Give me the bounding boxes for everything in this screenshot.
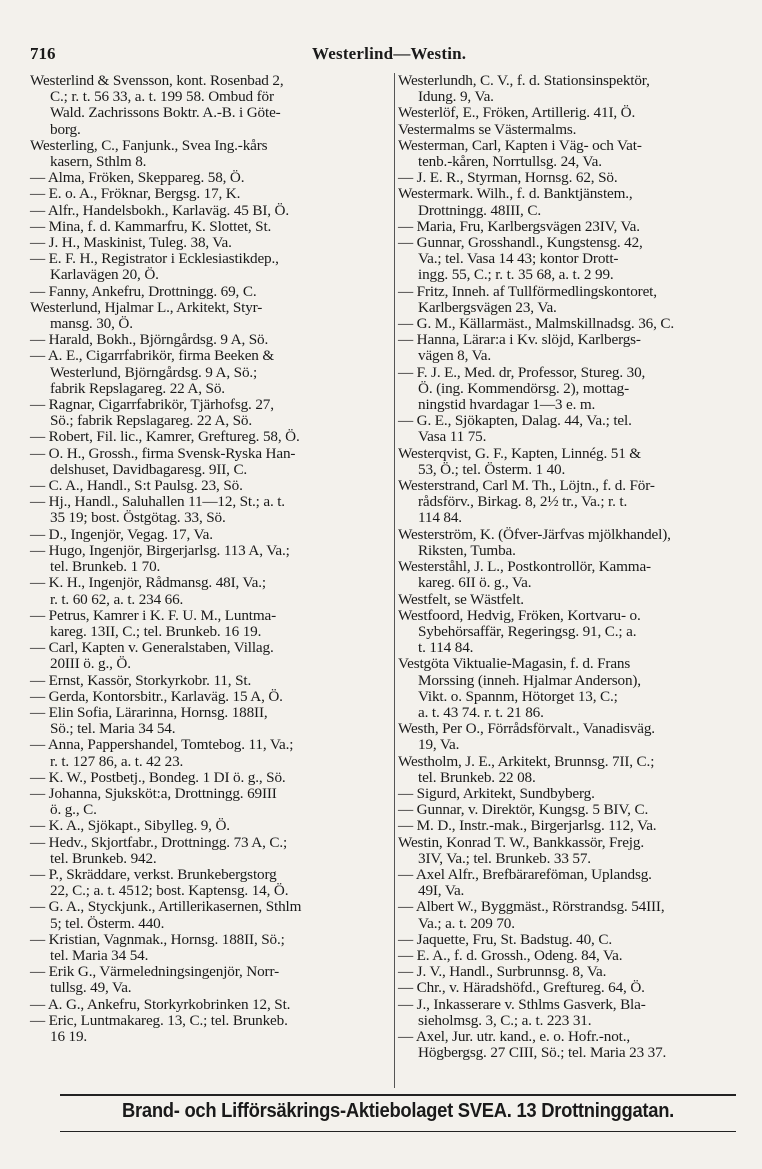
directory-entry [30, 203, 392, 219]
directory-entry [30, 494, 392, 526]
entry-continuation: C.; r. t. 56 33, a. t. 199 58. Ombud för [50, 88, 274, 106]
entry-line: — E. F. H., Registrator i Ecklesiastikdep., [30, 250, 279, 268]
entry-continuation: Ö. (ing. Kommendörsg. 2), mottag- [418, 379, 630, 397]
entry-line: — Hanna, Lärar:a i Kv. slöjd, Karlbergs- [398, 331, 641, 349]
directory-entry [398, 332, 743, 364]
entry-continuation: ö. g., C. [50, 801, 97, 819]
entry-continuation: Karlavägen 20, Ö. [50, 266, 159, 284]
directory-entry [398, 105, 743, 121]
entry-line: — Gunnar, Grosshandl., Kungstensg. 42, [398, 234, 643, 252]
directory-entry [30, 867, 392, 899]
entry-line: Westerlund, Hjalmar L., Arkitekt, Styr- [30, 298, 263, 316]
entry-line: — Mina, f. d. Kammarfru, K. Slottet, St. [30, 217, 272, 235]
entry-line: — M. D., Instr.-mak., Birgerjarlsg. 112, Va. [398, 817, 657, 835]
entry-continuation: kasern, Sthlm 8. [50, 153, 147, 171]
directory-entry [398, 446, 743, 478]
entry-continuation: 19, Va. [418, 736, 460, 754]
directory-entry [30, 737, 392, 769]
entry-line: Westerlind & Svensson, kont. Rosenbad 2, [30, 72, 284, 89]
directory-entry [398, 186, 743, 218]
directory-entry [30, 527, 392, 543]
entry-line: — Elin Sofia, Lärarinna, Hornsg. 188II, [30, 703, 268, 721]
directory-entry [30, 251, 392, 283]
entry-continuation: Vikt. o. Spannm, Hötorget 13, C.; [418, 687, 618, 705]
directory-entry [398, 867, 743, 899]
directory-entry [30, 397, 392, 429]
entry-continuation: Riksten, Tumba. [418, 541, 516, 559]
right-column [398, 73, 743, 1061]
entry-line: Westerstrand, Carl M. Th., Löjtn., f. d. För- [398, 477, 655, 495]
entry-line: — Hedv., Skjortfabr., Drottningg. 73 A, C.; [30, 833, 288, 851]
directory-entry [30, 835, 392, 867]
directory-entry [30, 786, 392, 818]
entry-line: — Kristian, Vagnmak., Hornsg. 188II, Sö.; [30, 930, 285, 948]
entry-continuation: Wald. Zachrissons Boktr. A.-B. i Göte- [50, 104, 281, 122]
page-header [30, 44, 730, 70]
entry-line: Westerman, Carl, Kapten i Väg- och Vat- [398, 136, 642, 154]
directory-entry [30, 770, 392, 786]
directory-entry [30, 332, 392, 348]
directory-entry [30, 170, 392, 186]
entry-line: — P., Skräddare, verkst. Brunkebergstorg [30, 865, 277, 883]
entry-continuation: t. 114 84. [418, 639, 474, 657]
directory-entry [398, 73, 743, 105]
entry-line: — G. M., Källarmäst., Malmskillnadsg. 36, C. [398, 315, 675, 333]
directory-entry [30, 575, 392, 607]
entry-line: — Hugo, Ingenjör, Birgerjarlsg. 113 A, Va.; [30, 541, 290, 559]
directory-entry [30, 899, 392, 931]
directory-entry [398, 948, 743, 964]
entry-line: — G. E., Sjökapten, Dalag. 44, Va.; tel. [398, 412, 632, 430]
directory-entry [398, 997, 743, 1029]
entry-continuation: Drottningg. 48III, C. [418, 201, 541, 219]
directory-entry [398, 284, 743, 316]
entry-line: — E. o. A., Fröknar, Bergsg. 17, K. [30, 185, 241, 203]
entry-line: — Fanny, Ankefru, Drottningg. 69, C. [30, 282, 257, 300]
entry-line: — C. A., Handl., S:t Paulsg. 23, Sö. [30, 477, 243, 495]
entry-line: — Alma, Fröken, Skeppareg. 58, Ö. [30, 169, 245, 187]
directory-entry [398, 235, 743, 284]
footer-advertisement: Brand- och Lifförsäkrings-Aktiebolaget SVEA. 13 Drottninggatan. [121, 1100, 675, 1122]
entry-line: Westerqvist, G. F., Kapten, Linnég. 51 & [398, 444, 641, 462]
entry-continuation: 22, C.; a. t. 4512; bost. Kaptensg. 14, Ö. [50, 882, 289, 900]
directory-entry [30, 138, 392, 170]
entry-continuation: sieholmsg. 3, C.; a. t. 223 31. [418, 1011, 592, 1029]
entry-continuation: Va.; a. t. 209 70. [418, 914, 515, 932]
entry-line: — G. A., Styckjunk., Artillerikasernen, Sthlm [30, 898, 302, 916]
directory-entry [30, 964, 392, 996]
entry-line: Westfoord, Hedvig, Fröken, Kortvaru- o. [398, 606, 641, 624]
directory-entry [398, 1029, 743, 1061]
directory-entry [30, 429, 392, 445]
entry-continuation: Morssing (inneh. Hjalmar Anderson), [418, 671, 641, 689]
entry-continuation: Sö.; fabrik Repslagareg. 22 A, Sö. [50, 412, 253, 430]
entry-line: — Gunnar, v. Direktör, Kungsg. 5 BIV, C. [398, 801, 649, 819]
directory-entry [30, 673, 392, 689]
directory-entry [30, 997, 392, 1013]
entry-line: — O. H., Grossh., firma Svensk-Ryska Han- [30, 444, 296, 462]
directory-entry [398, 754, 743, 786]
entry-line: — Ragnar, Cigarrfabrikör, Tjärhofsg. 27, [30, 396, 274, 414]
entry-line: — Gerda, Kontorsbitr., Karlaväg. 15 A, Ö. [30, 687, 283, 705]
entry-line: — Carl, Kapten v. Generalstaben, Villag. [30, 639, 274, 657]
entry-continuation: Sybehörsaffär, Regeringsg. 91, C.; a. [418, 622, 637, 640]
directory-entry [30, 932, 392, 964]
directory-entry [398, 365, 743, 414]
entry-line: — Sigurd, Arkitekt, Sundbyberg. [398, 784, 595, 802]
directory-entry [398, 122, 743, 138]
entry-line: Westfelt, se Wästfelt. [398, 590, 524, 608]
entry-continuation: tel. Brunkeb. 1 70. [50, 558, 161, 576]
entry-continuation: ingg. 55, C.; r. t. 35 68, a. t. 2 99. [418, 266, 614, 284]
directory-entry [398, 413, 743, 445]
entry-continuation: 3IV, Va.; tel. Brunkeb. 33 57. [418, 849, 591, 867]
entry-line: — Petrus, Kamrer i K. F. U. M., Luntma- [30, 606, 277, 624]
entry-continuation: Vasa 11 75. [418, 428, 487, 446]
entry-line: Westerlundh, C. V., f. d. Stationsinspektör, [398, 72, 650, 89]
entry-continuation: vägen 8, Va. [418, 347, 491, 365]
entry-line: Westin, Konrad T. W., Bankkassör, Frejg. [398, 833, 644, 851]
entry-continuation: 114 84. [418, 509, 462, 527]
entry-line: Westerling, C., Fanjunk., Svea Ing.-kårs [30, 136, 268, 154]
entry-line: — F. J. E., Med. dr, Professor, Stureg. 30, [398, 363, 646, 381]
directory-entry [30, 348, 392, 397]
entry-line: Westerström, K. (Öfver-Järfvas mjölkhandel), [398, 525, 671, 543]
directory-entry [30, 705, 392, 737]
entry-continuation: 5; tel. Österm. 440. [50, 914, 165, 932]
directory-entry [398, 592, 743, 608]
entry-line: — Albert W., Byggmäst., Rörstrandsg. 54III, [398, 898, 665, 916]
directory-entry [398, 802, 743, 818]
entry-continuation: kareg. 13II, C.; tel. Brunkeb. 16 19. [50, 622, 262, 640]
directory-entry [30, 300, 392, 332]
entry-line: — Axel, Jur. utr. kand., e. o. Hofr.-not., [398, 1027, 631, 1045]
entry-continuation: Va.; tel. Vasa 14 43; kontor Drott- [418, 250, 619, 268]
entry-continuation: 20III ö. g., Ö. [50, 655, 131, 673]
entry-line: Westerståhl, J. L., Postkontrollör, Kamma- [398, 558, 651, 576]
directory-entry [398, 656, 743, 721]
entry-continuation: kareg. 6II ö. g., Va. [418, 574, 532, 592]
entry-continuation: delshuset, Davidbagaresg. 9II, C. [50, 460, 248, 478]
directory-entry [30, 478, 392, 494]
entry-line: — Jaquette, Fru, St. Badstug. 40, C. [398, 930, 612, 948]
directory-entry [398, 219, 743, 235]
left-column [30, 73, 392, 1045]
page-number: 716 [30, 44, 56, 63]
entry-continuation: Sö.; tel. Maria 34 54. [50, 720, 176, 738]
entry-line: — D., Ingenjör, Vegag. 17, Va. [30, 525, 213, 543]
directory-entry [30, 284, 392, 300]
entry-continuation: Högbergsg. 27 CIII, Sö.; tel. Maria 23 37. [418, 1044, 667, 1062]
entry-continuation: rådsförv., Birkag. 8, 2½ tr., Va.; r. t. [418, 493, 628, 511]
directory-entry [30, 186, 392, 202]
entry-continuation: mansg. 30, Ö. [50, 315, 133, 333]
entry-continuation: a. t. 43 74. r. t. 21 86. [418, 703, 544, 721]
entry-line: — Eric, Luntmakareg. 13, C.; tel. Brunkeb. [30, 1011, 288, 1029]
entry-line: Westerlöf, E., Fröken, Artillerig. 41I, Ö. [398, 104, 636, 122]
entry-continuation: r. t. 127 86, a. t. 42 23. [50, 752, 184, 770]
entry-line: — Johanna, Sjuksköt:a, Drottningg. 69III [30, 784, 277, 802]
directory-entry [398, 818, 743, 834]
entry-continuation: tel. Maria 34 54. [50, 946, 149, 964]
entry-line: Westermark. Wilh., f. d. Banktjänstem., [398, 185, 633, 203]
entry-line: — K. H., Ingenjör, Rådmansg. 48I, Va.; [30, 574, 266, 592]
entry-line: — Maria, Fru, Karlbergsvägen 23IV, Va. [398, 217, 640, 235]
entry-line: — Erik G., Värmeledningsingenjör, Norr- [30, 963, 279, 981]
directory-entry [30, 818, 392, 834]
directory-entry [30, 608, 392, 640]
footer-rule-top [60, 1094, 736, 1096]
entry-continuation: tenb.-kåren, Norrtullsg. 24, Va. [418, 153, 602, 171]
entry-continuation: Idung. 9, Va. [418, 88, 494, 106]
footer-rule-bottom [60, 1131, 736, 1132]
directory-entry [398, 170, 743, 186]
directory-entry [30, 73, 392, 138]
directory-entry [398, 316, 743, 332]
entry-continuation: tullsg. 49, Va. [50, 979, 132, 997]
entry-continuation: Karlbergsvägen 23, Va. [418, 298, 557, 316]
entry-continuation: r. t. 60 62, a. t. 234 66. [50, 590, 184, 608]
entry-line: — J. E. R., Styrman, Hornsg. 62, Sö. [398, 169, 618, 187]
entry-line: — J. H., Maskinist, Tuleg. 38, Va. [30, 234, 232, 252]
entry-continuation: ningstid hvardagar 1—3 e. m. [418, 396, 596, 414]
entry-continuation: Westerlund, Björngårdsg. 9 A, Sö.; [50, 363, 258, 381]
entry-line: Westholm, J. E., Arkitekt, Brunnsg. 7II, C.; [398, 752, 655, 770]
entry-continuation: 35 19; bost. Östgötag. 33, Sö. [50, 509, 226, 527]
entry-continuation: fabrik Repslagareg. 22 A, Sö. [50, 379, 225, 397]
directory-entry [398, 786, 743, 802]
directory-entry [398, 964, 743, 980]
directory-entry [398, 899, 743, 931]
directory-entry [30, 1013, 392, 1045]
entry-line: — E. A., f. d. Grossh., Odeng. 84, Va. [398, 946, 623, 964]
directory-entry [398, 721, 743, 753]
directory-entry [30, 219, 392, 235]
entry-continuation: 53, Ö.; tel. Österm. 1 40. [418, 460, 566, 478]
directory-entry [30, 235, 392, 251]
directory-entry [30, 689, 392, 705]
entry-line: — J. V., Handl., Surbrunnsg. 8, Va. [398, 963, 607, 981]
running-head: Westerlind—Westin. [312, 44, 467, 63]
directory-entry [30, 640, 392, 672]
entry-line: — J., Inkasserare v. Sthlms Gasverk, Bla- [398, 995, 646, 1013]
directory-entry [398, 835, 743, 867]
entry-line: — Alfr., Handelsbokh., Karlaväg. 45 BI, Ö. [30, 201, 290, 219]
entry-line: — Ernst, Kassör, Storkyrkobr. 11, St. [30, 671, 252, 689]
directory-entry [30, 446, 392, 478]
directory-entry [398, 932, 743, 948]
entry-continuation: tel. Brunkeb. 22 08. [418, 768, 536, 786]
entry-continuation: 49I, Va. [418, 882, 465, 900]
entry-continuation: 16 19. [50, 1027, 88, 1045]
entry-line: — Axel Alfr., Brefbärareföman, Uplandsg. [398, 865, 652, 883]
entry-line: Vestgöta Viktualie-Magasin, f. d. Frans [398, 655, 631, 673]
entry-line: — A. G., Ankefru, Storkyrkobrinken 12, St. [30, 995, 291, 1013]
directory-entry [30, 543, 392, 575]
directory-entry [398, 478, 743, 527]
entry-continuation: tel. Brunkeb. 942. [50, 849, 157, 867]
column-divider [394, 73, 395, 1088]
directory-entry [398, 559, 743, 591]
entry-line: Westh, Per O., Förrådsförvalt., Vanadisväg. [398, 720, 655, 738]
entry-line: — Harald, Bokh., Björngårdsg. 9 A, Sö. [30, 331, 269, 349]
entry-line: — Anna, Pappershandel, Tomtebog. 11, Va.; [30, 736, 294, 754]
directory-entry [398, 527, 743, 559]
directory-entry [398, 980, 743, 996]
entry-line: Vestermalms se Västermalms. [398, 120, 577, 138]
directory-entry [398, 138, 743, 170]
entry-line: — Chr., v. Häradshöfd., Greftureg. 64, Ö. [398, 979, 645, 997]
entry-line: — Robert, Fil. lic., Kamrer, Greftureg. 58, Ö. [30, 428, 300, 446]
directory-entry [398, 608, 743, 657]
entry-line: — K. A., Sjökapt., Sibylleg. 9, Ö. [30, 817, 230, 835]
entry-line: — Hj., Handl., Saluhallen 11—12, St.; a. t. [30, 493, 285, 511]
entry-line: — A. E., Cigarrfabrikör, firma Beeken & [30, 347, 275, 365]
entry-line: — Fritz, Inneh. af Tullförmedlingskontoret, [398, 282, 657, 300]
entry-line: — K. W., Postbetj., Bondeg. 1 DI ö. g., Sö. [30, 768, 286, 786]
entry-continuation: borg. [50, 120, 81, 138]
